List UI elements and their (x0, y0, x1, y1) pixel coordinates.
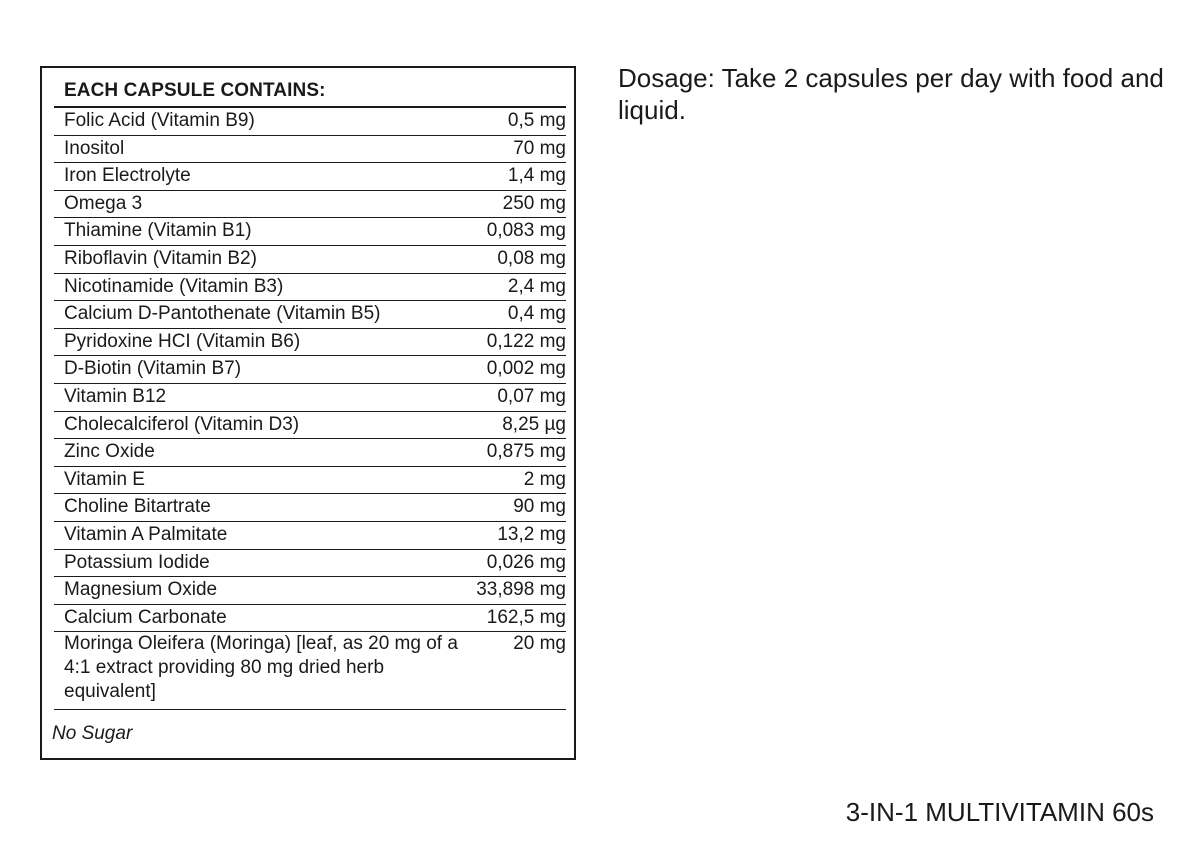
ingredient-row (54, 191, 566, 219)
ingredient-amount: 0,07 mg (497, 385, 566, 407)
ingredient-name: Vitamin A Palmitate (64, 523, 228, 545)
ingredient-row (54, 274, 566, 302)
dosage-instructions: Dosage: Take 2 capsules per day with food and liquid. (618, 63, 1164, 125)
ingredient-row (54, 577, 566, 605)
ingredient-name: Moringa Oleifera (Moringa) [leaf, as 20 mg of a 4:1 extract providing 80 mg dried herb equivalent] (64, 633, 458, 703)
ingredient-amount: 162,5 mg (486, 606, 566, 628)
ingredient-amount: 0,5 mg (507, 110, 566, 131)
ingredient-amount: 0,08 mg (497, 247, 566, 269)
ingredient-amount: 0,002 mg (486, 358, 566, 380)
ingredient-amount: 2,4 mg (507, 275, 566, 297)
supplement-facts-panel (40, 66, 576, 760)
no-sugar-note: No Sugar (52, 723, 133, 744)
ingredient-name: Thiamine (Vitamin B1) (64, 220, 252, 242)
ingredient-amount: 13,2 mg (497, 523, 566, 545)
ingredient-name: Folic Acid (Vitamin B9) (64, 110, 255, 131)
ingredient-row (54, 522, 566, 550)
ingredient-row (54, 163, 566, 191)
ingredient-row (54, 246, 566, 274)
ingredient-name: Zinc Oxide (64, 441, 155, 463)
ingredient-amount: 0,4 mg (507, 303, 566, 325)
ingredient-name: Cholecalciferol (Vitamin D3) (64, 413, 300, 435)
ingredient-row (54, 550, 566, 578)
ingredient-name: Pyridoxine HCI (Vitamin B6) (64, 330, 301, 352)
ingredient-name: Riboflavin (Vitamin B2) (64, 247, 257, 269)
ingredient-name: Nicotinamide (Vitamin B3) (64, 275, 284, 297)
ingredient-name: Omega 3 (64, 192, 143, 214)
ingredient-name: Inositol (64, 137, 125, 159)
ingredient-amount: 8,25 µg (502, 413, 566, 435)
ingredient-amount: 0,026 mg (486, 551, 566, 573)
ingredient-name: Choline Bitartrate (64, 496, 211, 518)
ingredient-amount: 2 mg (523, 468, 566, 490)
ingredient-name: D-Biotin (Vitamin B7) (64, 358, 242, 380)
ingredient-row (54, 605, 566, 633)
ingredient-name: Calcium D-Pantothenate (Vitamin B5) (64, 303, 381, 325)
ingredient-name: Potassium Iodide (64, 551, 210, 573)
product-name: 3-IN-1 MULTIVITAMIN 60s (845, 797, 1154, 827)
ingredient-row (54, 301, 566, 329)
ingredient-amount: 20 mg (513, 633, 566, 655)
ingredient-row (54, 494, 566, 522)
ingredient-row (54, 384, 566, 412)
ingredient-amount: 33,898 mg (476, 579, 566, 601)
ingredient-row (54, 439, 566, 467)
ingredient-row (54, 108, 566, 136)
ingredient-name: Vitamin E (64, 468, 145, 490)
ingredient-amount: 70 mg (513, 137, 566, 159)
ingredient-row (54, 412, 566, 440)
ingredient-name: Vitamin B12 (64, 385, 167, 407)
ingredient-amount: 0,875 mg (486, 441, 566, 463)
ingredient-amount: 0,122 mg (486, 330, 566, 352)
ingredient-row (54, 218, 566, 246)
ingredient-row (54, 356, 566, 384)
ingredient-name: Calcium Carbonate (64, 606, 227, 628)
ingredient-list (54, 108, 566, 710)
ingredient-amount: 90 mg (513, 496, 566, 518)
ingredient-amount: 250 mg (502, 192, 566, 214)
ingredient-name: Iron Electrolyte (64, 165, 191, 187)
ingredient-row (54, 329, 566, 357)
ingredient-name: Magnesium Oxide (64, 579, 218, 601)
ingredient-row (54, 632, 566, 710)
panel-title: EACH CAPSULE CONTAINS: (64, 80, 326, 101)
ingredient-amount: 0,083 mg (486, 220, 566, 242)
ingredient-amount: 1,4 mg (507, 165, 566, 187)
ingredient-row (54, 136, 566, 164)
ingredient-row (54, 467, 566, 495)
